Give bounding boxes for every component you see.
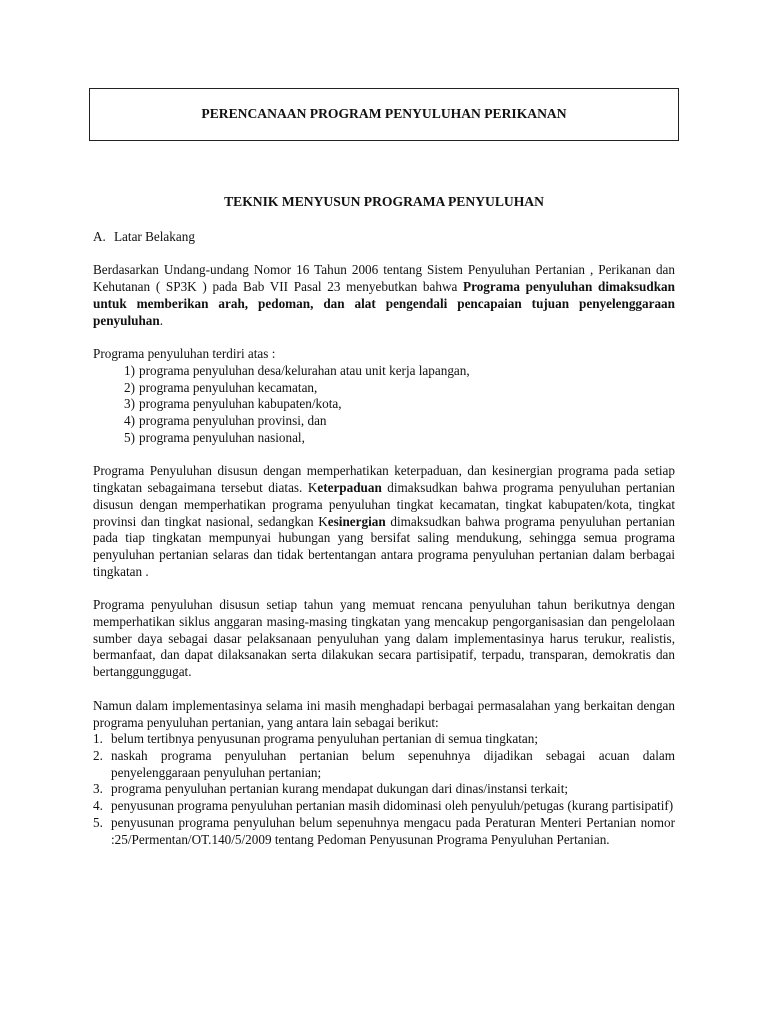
section-a-heading: [93, 229, 675, 246]
list-item: [93, 413, 675, 430]
paragraph-text: dimaksudkan bahwa programa penyuluhan pertanian pada tiap tingkatan mempunyai hubungan yang bersifat saling mendukung, sehingga semua programa penyuluhan pertanian selaras dan tidak bertentangan antara programa penyuluhan pertanian dalam berbagai tingkatan .: [93, 513, 676, 579]
list-item-text: programa penyuluhan kecamatan,: [139, 379, 318, 395]
list-item-number: 4.: [93, 798, 103, 814]
list-item-text: programa penyuluhan provinsi, dan: [139, 413, 327, 429]
list-item-text: programa penyuluhan pertanian kurang mendapat dukungan dari dinas/instansi terkait;: [111, 781, 569, 797]
document-title-box: [89, 88, 679, 141]
list-item: [93, 815, 675, 848]
list-intro: Programa penyuluhan terdiri atas :: [93, 346, 276, 362]
problems-list-block: [93, 698, 675, 848]
section-number: A.: [93, 228, 106, 244]
list-item: [93, 731, 675, 748]
list-item-text: programa penyuluhan desa/kelurahan atau unit kerja lapangan,: [139, 362, 470, 378]
programa-list: [93, 363, 675, 447]
list-item: [93, 781, 675, 798]
list-item-text: penyusunan programa penyuluhan belum sepenuhnya mengacu pada Peraturan Menteri Pertanian nomor :25/Permentan/OT.140/5/2009 tentang Pedoman Penyusunan Programa Penyuluhan Pertanian.: [111, 814, 675, 847]
section-label: Latar Belakang: [114, 228, 195, 244]
paragraph-bold-text: esinergian: [327, 513, 386, 529]
paragraph-text: Programa Penyuluhan disusun dengan memperhatikan keterpaduan, dan kesinergian programa pada setiap tingkatan sebagaimana tersebut diatas. K: [93, 463, 675, 496]
list-item: [93, 380, 675, 397]
paragraph-annual: Programa penyuluhan disusun setiap tahun yang memuat rencana penyuluhan tahun berikutnya dengan memperhatikan siklus anggaran masing-masing tingkatan yang mencakup pengorganisasian dan pengelolaan sumber daya sebagai dasar pelaksanaan penyuluhan yang dalam implementasinya harus terukur, realistis, bermanfaat, dan dapat dilaksanakan serta dilakukan secara partisipatif, terpadu, transparan, demokratis dan bertanggunggugat.: [93, 597, 675, 680]
section-heading: TEKNIK MENYUSUN PROGRAMA PENYULUHAN: [224, 194, 544, 209]
paragraph-legal-basis: [93, 262, 675, 329]
list-item-number: 3): [124, 396, 135, 412]
list-item: [93, 396, 675, 413]
list-item-number: 5): [124, 429, 135, 445]
paragraph-text: dimaksudkan bahwa programa penyuluhan pertanian disusun dengan memperhatikan programa penyuluhan tingkat kecamatan, tingkat kabupaten/kota, tingkat provinsi dan tingkat nasional, sedangkan K: [93, 480, 675, 529]
list-item-number: 4): [124, 413, 135, 429]
list-item: [93, 798, 675, 815]
list-item-number: 3.: [93, 781, 103, 797]
paragraph-keterpaduan: [93, 463, 675, 580]
paragraph-text: Berdasarkan Undang-undang Nomor 16 Tahun 2006 tentang Sistem Penyuluhan Pertanian , Perikanan dan Kehutanan ( SP3K ) pada Bab VII Pasal 23 menyebutkan bahwa: [93, 262, 675, 295]
list-item: [93, 748, 675, 781]
list-item-text: programa penyuluhan nasional,: [139, 429, 305, 445]
paragraph-bold-text: Programa penyuluhan dimaksudkan untuk memberikan arah, pedoman, dan alat pengendali pencapaian tujuan penyelenggaraan penyuluhan: [93, 279, 675, 328]
programa-list-block: [93, 346, 675, 446]
list-item: [93, 430, 675, 447]
document-title: PERENCANAAN PROGRAM PENYULUHAN PERIKANAN: [201, 106, 567, 122]
list-item-number: 2): [124, 379, 135, 395]
list-item-text: programa penyuluhan kabupaten/kota,: [139, 396, 342, 412]
list-item-text: penyusunan programa penyuluhan pertanian masih didominasi oleh penyuluh/petugas (kurang partisipatif): [111, 798, 674, 814]
paragraph-text-end: .: [159, 312, 164, 328]
list-item-number: 5.: [93, 814, 103, 830]
list-item-text: naskah programa penyuluhan pertanian belum sepenuhnya dijadikan sebagai acuan dalam penyelenggaraan penyuluhan pertanian;: [111, 747, 675, 780]
list-item: [93, 363, 675, 380]
list-item-number: 1.: [93, 731, 103, 747]
document-body: [93, 194, 675, 848]
problems-list: [93, 731, 675, 848]
list-intro: Namun dalam implementasinya selama ini masih menghadapi berbagai permasalahan yang berkaitan dengan programa penyuluhan pertanian, yang antara lain sebagai berikut:: [93, 697, 675, 730]
paragraph-bold-text: eterpaduan: [317, 480, 382, 496]
list-item-text: belum tertibnya penyusunan programa penyuluhan pertanian di semua tingkatan;: [111, 731, 539, 747]
list-item-number: 2.: [93, 747, 103, 763]
list-item-number: 1): [124, 362, 135, 378]
